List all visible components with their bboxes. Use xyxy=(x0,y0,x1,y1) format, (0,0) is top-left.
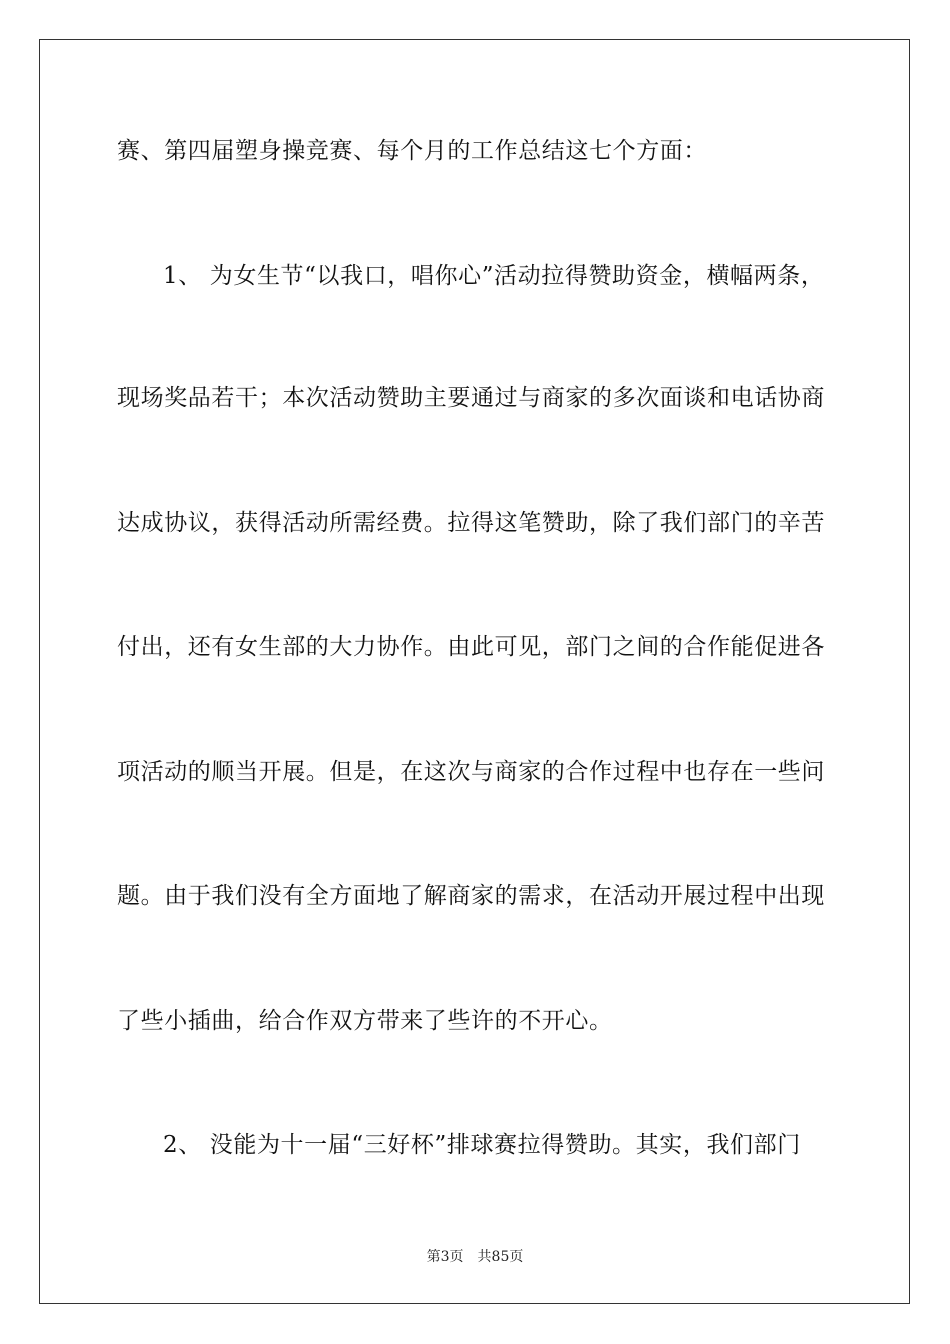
body-text-line-4: 达成协议，获得活动所需经费。拉得这笔赞助，除了我们部门的辛苦 xyxy=(117,510,825,536)
page-number-footer: 第3页 共85页 xyxy=(426,1249,524,1265)
body-text-line-7: 题。由于我们没有全方面地了解商家的需求，在活动开展过程中出现 xyxy=(117,883,825,909)
list-item-1-line: 1、 为女生节“以我口，唱你心”活动拉得赞助资金，横幅两条， xyxy=(163,263,825,289)
body-text-line-5: 付出，还有女生部的大力协作。由此可见，部门之间的合作能促进各 xyxy=(117,634,825,660)
body-text-line-1: 赛、第四届塑身操竞赛、每个月的工作总结这七个方面： xyxy=(117,138,707,164)
body-text-line-8: 了些小插曲，给合作双方带来了些许的不开心。 xyxy=(117,1008,613,1034)
body-text-line-3: 现场奖品若干；本次活动赞助主要通过与商家的多次面谈和电话协商 xyxy=(117,385,825,411)
list-item-2-line: 2、 没能为十一届“三好杯”排球赛拉得赞助。其实，我们部门 xyxy=(163,1132,801,1158)
body-text-line-6: 项活动的顺当开展。但是，在这次与商家的合作过程中也存在一些问 xyxy=(117,759,825,785)
page-border xyxy=(39,39,910,1304)
